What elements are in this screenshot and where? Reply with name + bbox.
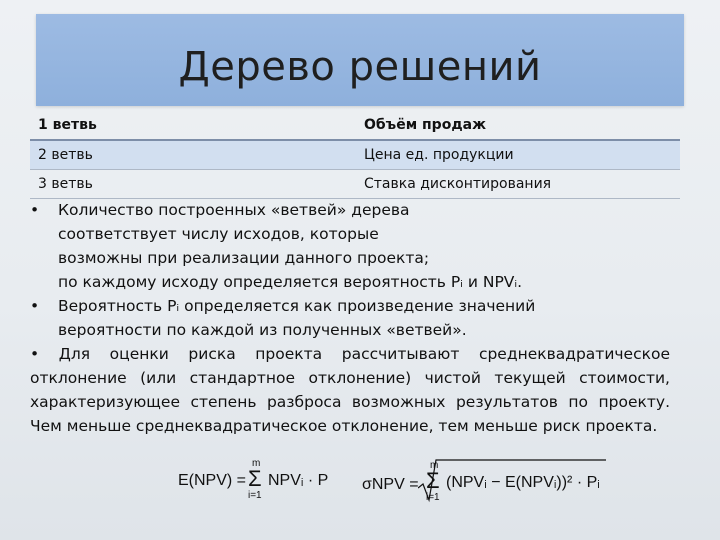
formula-expected-npv-lhs: E(NPV) = [178, 472, 247, 489]
slide-title: Дерево решений [178, 44, 542, 90]
sum-lower-limit: i=1 [248, 490, 262, 501]
bullet-item [30, 294, 670, 342]
branches-table [30, 111, 680, 199]
text-line: соответствует числу исходов, которые [58, 225, 379, 243]
branch-factor: Цена ед. продукции [364, 147, 514, 163]
branch-factor: Объём продаж [364, 117, 487, 133]
sigma-symbol: Σ [248, 466, 262, 491]
bullet-marker: • [30, 297, 40, 315]
text-line: вероятности по каждой из полученных «ветвей». [58, 321, 467, 339]
branch-label: 1 ветвь [38, 117, 97, 133]
sigma-symbol: Σ [426, 468, 440, 493]
branch-label: 3 ветвь [38, 176, 93, 192]
sum-upper-limit: m [252, 458, 261, 469]
formula-expected-npv-rhs: NPVᵢ · P [268, 472, 329, 489]
table-row [30, 170, 680, 199]
text-line: возможны при реализации данного проекта; [58, 249, 430, 267]
bullet-marker: • [30, 345, 40, 363]
table-row [30, 111, 680, 141]
formulas [0, 452, 720, 540]
branch-factor: Ставка дисконтирования [364, 176, 552, 192]
sum-upper-limit: m [430, 460, 439, 471]
branch-label: 2 ветвь [38, 147, 93, 163]
bullet-text: Для оценки риска проекта рассчитывают среднеквадратическое отклонение (или стандартное отклонение) чистой текущей стоимости, характеризующее степень разброса возможных результатов по проекту. Чем меньше среднеквадратическое отклонение, тем меньше риск проекта. [30, 345, 670, 435]
text-line: по каждому исходу определяется вероятность Pᵢ и NPVᵢ. [58, 273, 523, 291]
title-banner [36, 14, 684, 106]
bullet-item [30, 198, 670, 294]
body-text [30, 198, 670, 438]
text-line: Вероятность Pᵢ определяется как произведение значений [58, 297, 536, 315]
table-row [30, 141, 680, 170]
formula-sigma-npv-rhs: (NPVᵢ − E(NPVᵢ))² · Pᵢ [446, 474, 600, 491]
formula-sigma-npv-lhs: σNPV = [362, 476, 419, 493]
bullet-item [30, 342, 670, 438]
text-line: Количество построенных «ветвей» дерева [58, 201, 410, 219]
sum-lower-limit: i=1 [426, 492, 440, 503]
bullet-marker: • [30, 201, 40, 219]
